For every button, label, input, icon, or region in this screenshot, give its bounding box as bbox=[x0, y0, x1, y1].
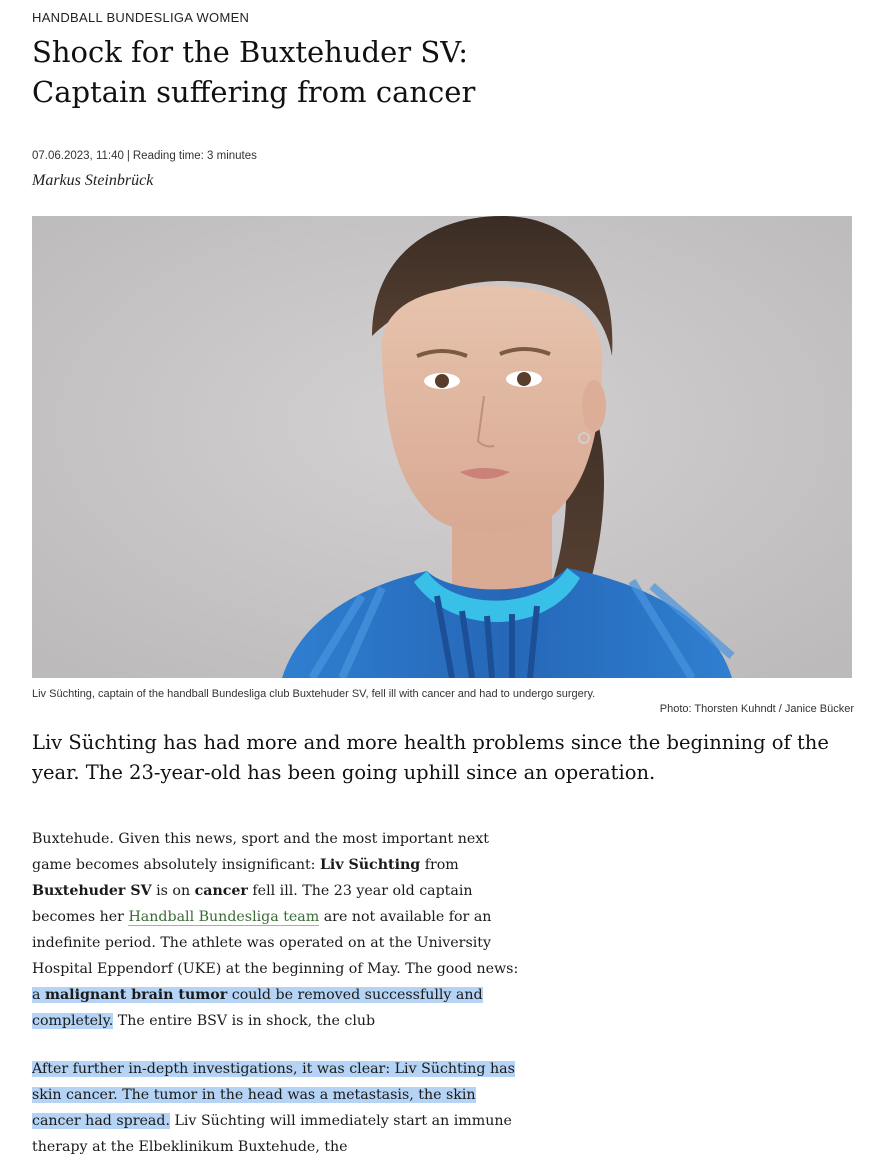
author-name[interactable]: Markus Steinbrück bbox=[32, 172, 154, 189]
text-segment: from bbox=[420, 857, 459, 873]
text-segment: is on bbox=[151, 883, 195, 899]
photo-caption: Liv Süchting, captain of the handball Bundesliga club Buxtehuder SV, fell ill with cancer and had to undergo surgery. bbox=[32, 688, 596, 700]
text-segment: The entire BSV is in shock, the club bbox=[113, 1013, 376, 1029]
reading-time: Reading time: 3 minutes bbox=[132, 150, 257, 162]
meta-separator: | bbox=[126, 150, 130, 162]
publish-date: 07.06.2023, 11:40 bbox=[32, 150, 124, 162]
article-meta bbox=[32, 150, 257, 162]
bold-name: Liv Süchting bbox=[319, 857, 421, 873]
article-lead: Liv Süchting has had more and more health problems since the beginning of the year. The 23-year-old has been going uphill since an operation. bbox=[32, 731, 829, 784]
article-paragraph bbox=[32, 1056, 522, 1160]
article-photo[interactable] bbox=[32, 216, 852, 678]
text-segment: could be removed successfully and completely. bbox=[32, 987, 483, 1029]
bold-diagnosis: malignant brain tumor bbox=[44, 987, 228, 1003]
text-segment: are not available for an indefinite period. The athlete was operated on at the University Hospital Eppendorf (UKE) at the beginning of May. The good news: bbox=[32, 909, 519, 977]
article-paragraph bbox=[32, 826, 522, 1034]
selected-text: After further in-depth investigations, it was clear: Liv Süchting has skin cancer. The tumor in the head was a metastasis, the skin cancer had spread. bbox=[32, 1061, 515, 1129]
photo-credit: Photo: Thorsten Kuhndt / Janice Bücker bbox=[659, 703, 854, 715]
article-headline: Shock for the Buxtehuder SV: Captain suffering from cancer bbox=[32, 35, 476, 109]
text-segment: Liv Süchting will immediately start an immune therapy at the Elbeklinikum Buxtehude, the bbox=[32, 1113, 512, 1155]
article-kicker: HANDBALL BUNDESLIGA WOMEN bbox=[32, 10, 250, 25]
handball-bundesliga-link[interactable]: Handball Bundesliga team bbox=[128, 909, 320, 925]
bold-term: cancer bbox=[194, 883, 248, 899]
portrait-image bbox=[32, 216, 852, 678]
text-segment: fell ill. The 23 year old captain becomes her bbox=[32, 883, 473, 925]
text-segment: Buxtehude. Given this news, sport and the most important next game becomes absolutely insignificant: bbox=[32, 831, 489, 873]
bold-club: Buxtehuder SV bbox=[32, 883, 152, 899]
text-segment: a bbox=[32, 987, 45, 1003]
